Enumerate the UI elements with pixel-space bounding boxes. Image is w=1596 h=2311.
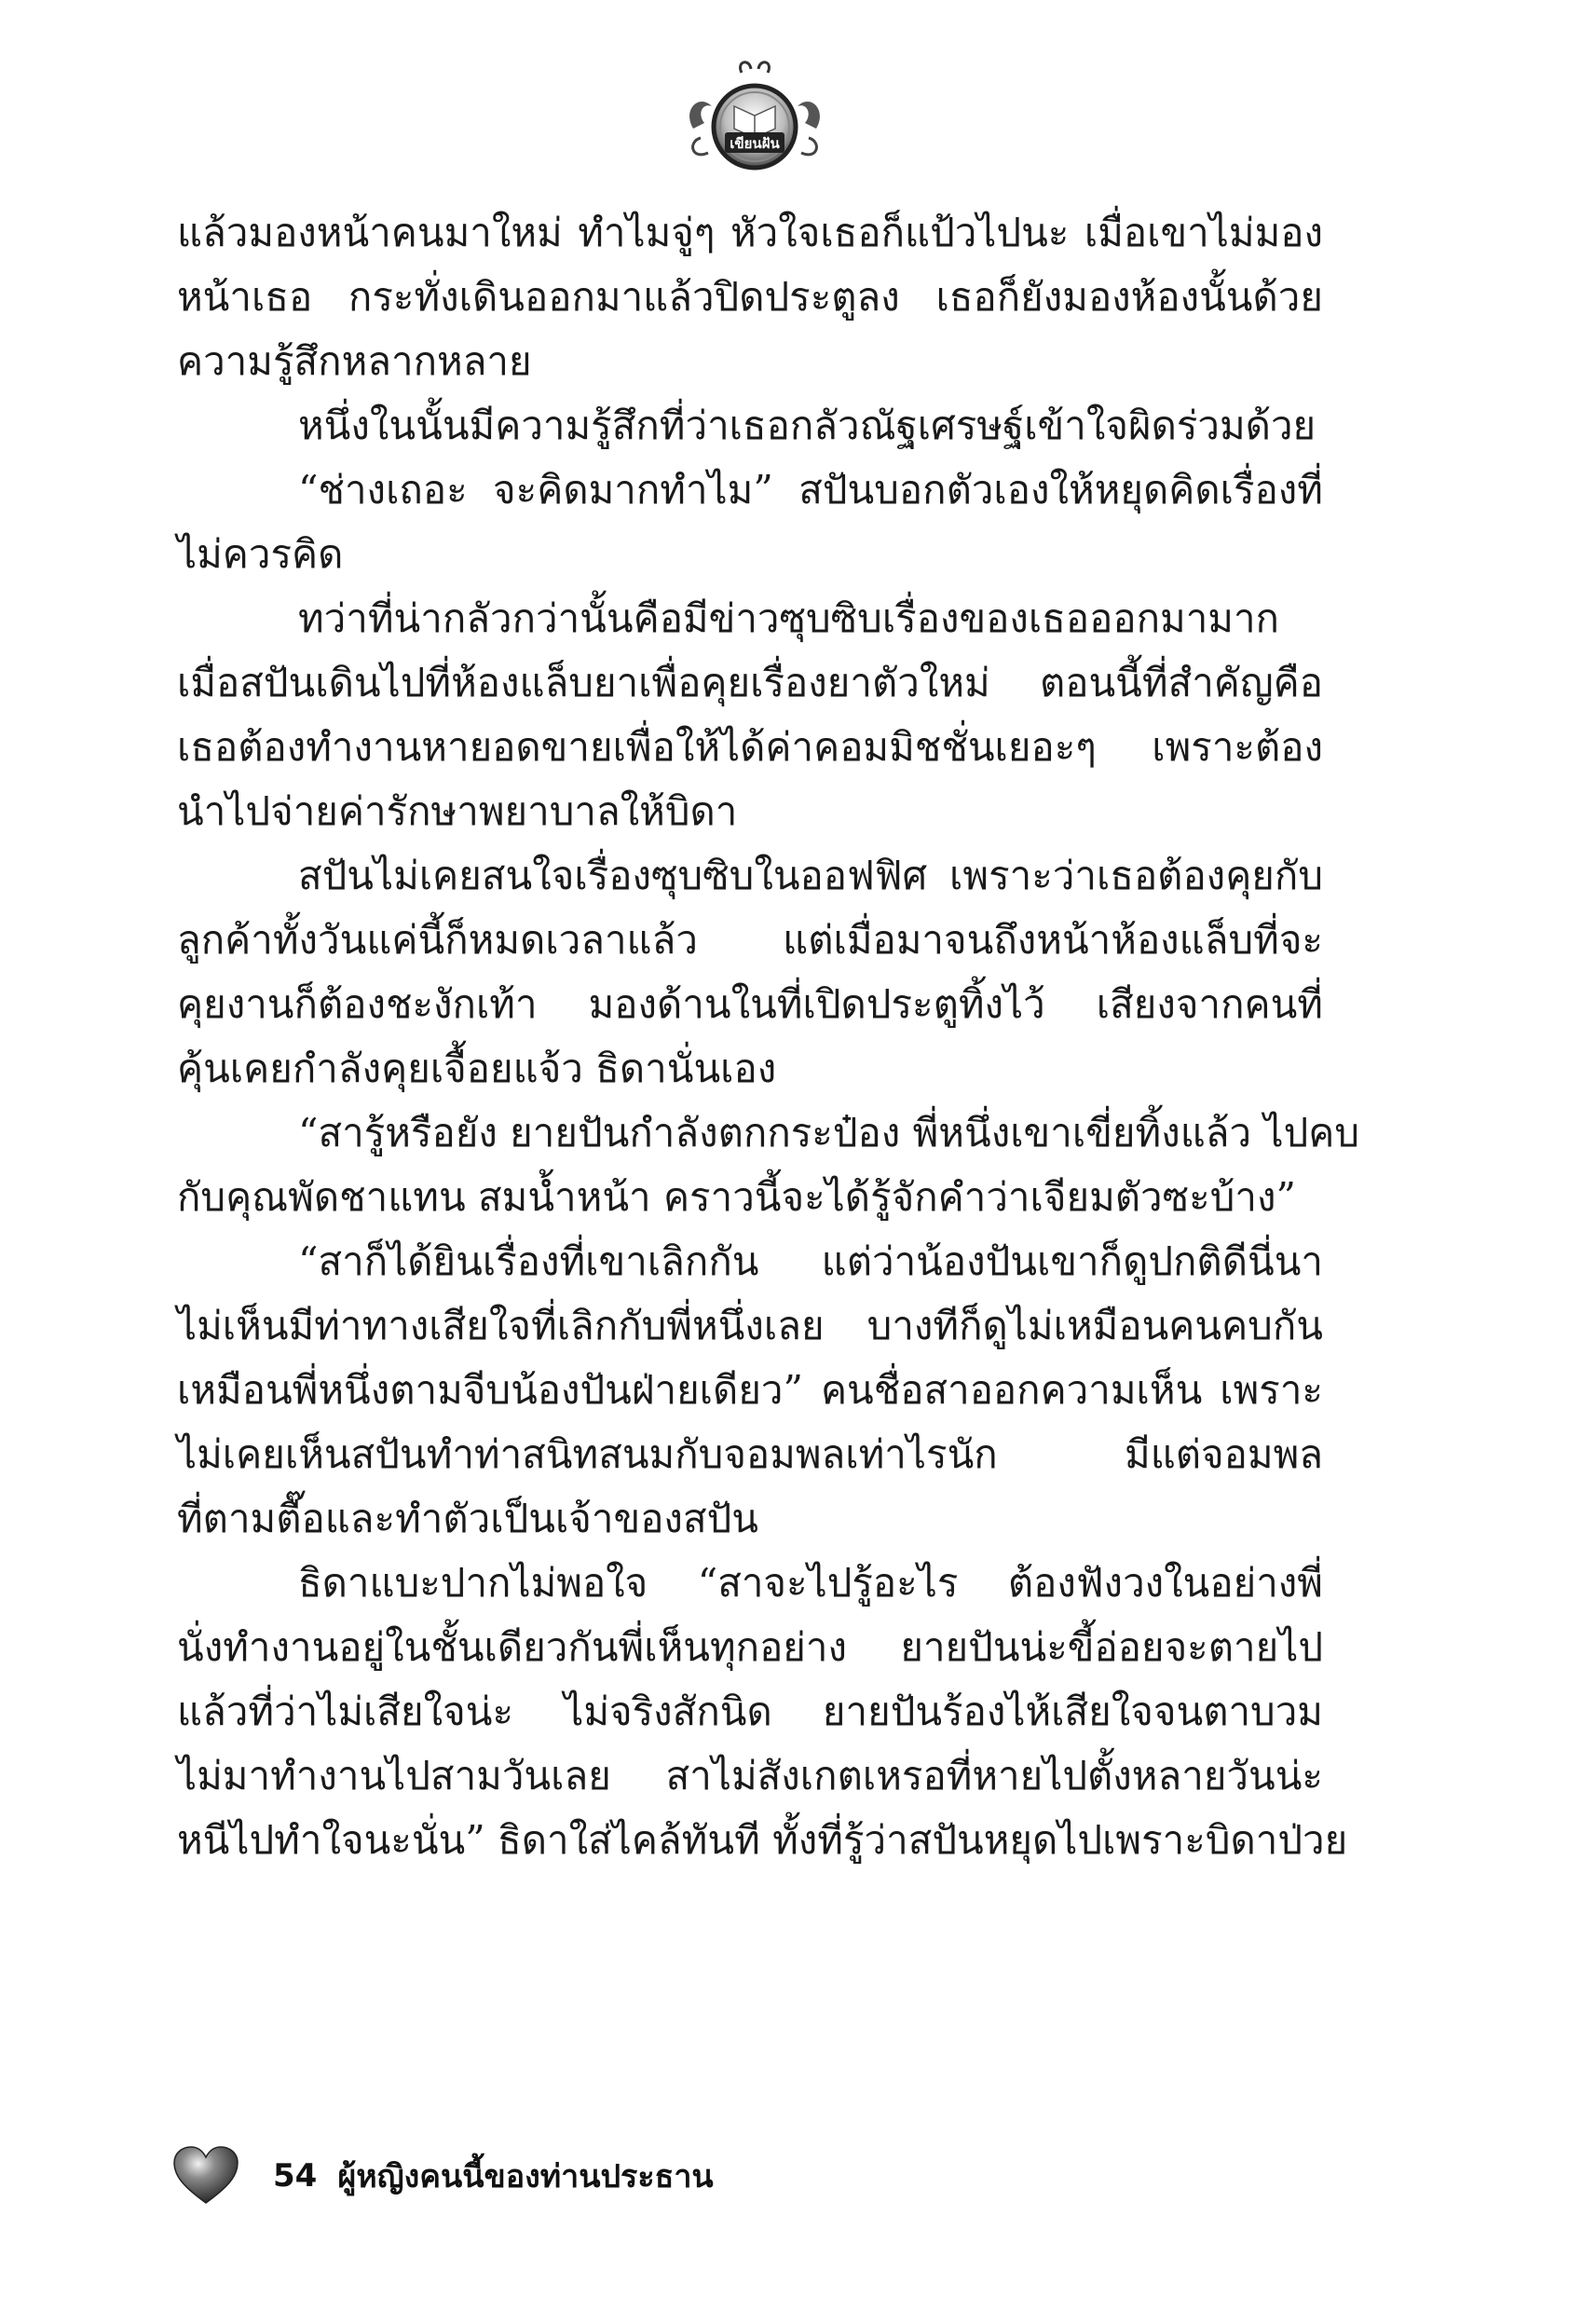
text-line: นั่งทำงานอยู่ในชั้นเดียวกันพี่เห็นทุกอย่าง ยายปันน่ะขี้อ่อยจะตายไป (177, 1624, 1323, 1670)
text-line: ความรู้สึกหลากหลาย (177, 338, 532, 384)
text-line: หนึ่งในนั้นมีความรู้สึกที่ว่าเธอกลัวณัฐเศรษฐ์เข้าใจผิดร่วมด้วย (298, 403, 1316, 448)
page-number: 54 (273, 2157, 318, 2195)
text-line: “ช่างเถอะ จะคิดมากทำไม” สปันบอกตัวเองให้หยุดคิดเรื่องที่ (298, 467, 1323, 513)
text-line: เหมือนพี่หนึ่งตามจีบน้องปันฝ่ายเดียว” คนชื่อสาออกความเห็น เพราะ (177, 1367, 1323, 1413)
logo-wordmark: เขียนฝัน (730, 135, 780, 152)
text-line: ไม่เคยเห็นสปันทำท่าสนิทสนมกับจอมพลเท่าไรนัก มีแต่จอมพล (177, 1431, 1323, 1477)
text-line: กับคุณพัดชาแทน สมน้ำหน้า คราวนี้จะได้รู้จักคำว่าเจียมตัวซะบ้าง” (177, 1174, 1296, 1220)
book-title: ผู้หญิงคนนี้ของท่านประธาน (337, 2158, 714, 2195)
text-line: แล้วที่ว่าไม่เสียใจน่ะ ไม่จริงสักนิด ยายปันร้องไห้เสียใจจนตาบวม (177, 1689, 1323, 1734)
text-line: หน้าเธอ กระทั่งเดินออกมาแล้วปิดประตูลง เธอก็ยังมองห้องนั้นด้วย (177, 274, 1323, 320)
text-line: ลูกค้าทั้งวันแค่นี้ก็หมดเวลาแล้ว แต่เมื่อมาจนถึงหน้าห้องแล็บที่จะ (177, 917, 1323, 963)
text-line: ธิดาแบะปากไม่พอใจ “สาจะไปรู้อะไร ต้องฟังวงในอย่างพี่ (298, 1560, 1323, 1606)
text-line: แล้วมองหน้าคนมาใหม่ ทำไมจู่ๆ หัวใจเธอก็แป้วไปนะ เมื่อเขาไม่มอง (177, 210, 1323, 255)
text-line: เธอต้องทำงานหายอดขายเพื่อให้ได้ค่าคอมมิชชั่นเยอะๆ เพราะต้อง (177, 724, 1323, 770)
text-line: สปันไม่เคยสนใจเรื่องซุบซิบในออฟฟิศ เพราะว่าเธอต้องคุยกับ (298, 853, 1323, 898)
text-line: นำไปจ่ายค่ารักษาพยาบาลให้บิดา (177, 788, 738, 834)
text-line: “สาก็ได้ยินเรื่องที่เขาเลิกกัน แต่ว่าน้องปันเขาก็ดูปกติดีนี่นา (298, 1238, 1323, 1284)
text-line: ไม่มาทำงานไปสามวันเลย สาไม่สังเกตเหรอที่หายไปตั้งหลายวันน่ะ (177, 1753, 1323, 1798)
text-line: ไม่ควรคิด (177, 531, 344, 577)
heart-icon (172, 2145, 239, 2207)
text-line: คุ้นเคยกำลังคุยเจื้อยแจ้ว ธิดานั่นเอง (177, 1046, 777, 1091)
text-line: เมื่อสปันเดินไปที่ห้องแล็บยาเพื่อคุยเรื่องยาตัวใหม่ ตอนนี้ที่สำคัญคือ (177, 660, 1323, 705)
text-line: ที่ตามตื๊อและทำตัวเป็นเจ้าของสปัน (177, 1496, 758, 1541)
text-line: ไม่เห็นมีท่าทางเสียใจที่เลิกกับพี่หนึ่งเลย บางทีก็ดูไม่เหมือนคนคบกัน (177, 1303, 1323, 1348)
text-line: หนีไปทำใจนะนั่น” ธิดาใส่ไคล้ทันที ทั้งที่รู้ว่าสปันหยุดไปเพราะบิดาป่วย (177, 1817, 1348, 1863)
chapter-body-text (177, 200, 1360, 1872)
text-line: ทว่าที่น่ากลัวกว่านั้นคือมีข่าวซุบซิบเรื่องของเธอออกมามาก (298, 595, 1279, 641)
text-line: “สารู้หรือยัง ยายปันกำลังตกกระป๋อง พี่หนึ่งเขาเขี่ยทิ้งแล้ว ไปคบ (298, 1110, 1360, 1156)
publisher-logo (680, 56, 829, 177)
text-line: คุยงานก็ต้องชะงักเท้า มองด้านในที่เปิดประตูทิ้งไว้ เสียงจากคนที่ (177, 981, 1323, 1027)
page-footer (172, 2139, 918, 2213)
